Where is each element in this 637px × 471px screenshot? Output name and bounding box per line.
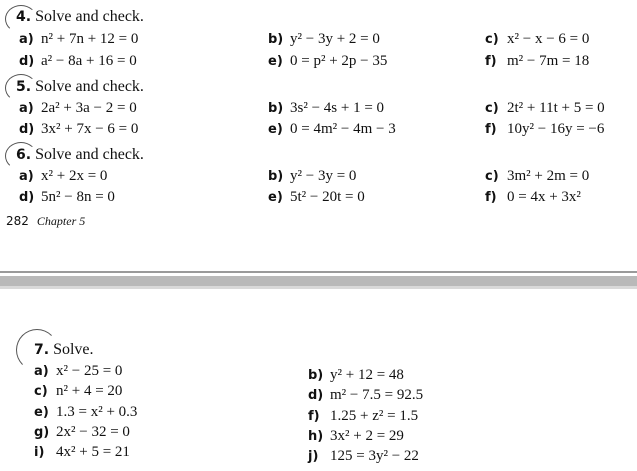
q4-item-e: e) 0 = p² + 2p − 35	[268, 53, 388, 69]
question-4-title: Solve and check.	[35, 8, 144, 25]
q6-item-a: a) x² + 2x = 0	[19, 168, 108, 184]
q7-item-e: e) 1.3 = x² + 0.3	[34, 404, 138, 420]
q5-item-b: b) 3s² − 4s + 1 = 0	[268, 100, 385, 116]
q6-item-e: e) 5t² − 20t = 0	[268, 189, 365, 205]
q7-item-f: f) 1.25 + z² = 1.5	[308, 408, 419, 424]
question-5-title: Solve and check.	[35, 78, 144, 95]
page-divider-shadow	[0, 286, 637, 289]
q5-item-e: e) 0 = 4m² − 4m − 3	[268, 121, 396, 137]
question-5-header	[16, 77, 144, 96]
question-4-number: 4.	[16, 9, 32, 25]
q4-item-c: c) x² − x − 6 = 0	[485, 31, 590, 47]
q5-item-c: c) 2t² + 11t + 5 = 0	[485, 100, 605, 116]
question-7-title: Solve.	[53, 341, 94, 358]
q6-item-d: d) 5n² − 8n = 0	[19, 189, 115, 205]
question-6-header	[16, 145, 144, 164]
q7-item-d: d) m² − 7.5 = 92.5	[308, 387, 424, 403]
q7-item-b: b) y² + 12 = 48	[308, 367, 404, 383]
q7-item-j: j) 125 = 3y² − 22	[308, 448, 419, 464]
q4-item-a: a) n² + 7n + 12 = 0	[19, 31, 139, 47]
q4-item-d: d) a² − 8a + 16 = 0	[19, 53, 137, 69]
page-footer	[6, 214, 85, 229]
question-6-number: 6.	[16, 147, 32, 163]
page-number: 282	[6, 214, 29, 228]
q4-item-f: f) m² − 7m = 18	[485, 53, 590, 69]
question-6-title: Solve and check.	[35, 146, 144, 163]
q7-item-h: h) 3x² + 2 = 29	[308, 428, 404, 444]
q5-item-a: a) 2a² + 3a − 2 = 0	[19, 100, 137, 116]
chapter-label: Chapter 5	[36, 214, 86, 228]
q7-item-g: g) 2x² − 32 = 0	[34, 424, 130, 440]
q7-item-c: c) n² + 4 = 20	[34, 383, 123, 399]
q6-item-c: c) 3m² + 2m = 0	[485, 168, 590, 184]
q7-item-i: i) 4x² + 5 = 21	[34, 444, 130, 460]
q5-item-d: d) 3x² + 7x − 6 = 0	[19, 121, 139, 137]
q6-item-b: b) y² − 3y = 0	[268, 168, 357, 184]
question-7-header	[34, 340, 94, 359]
q5-item-f: f) 10y² − 16y = −6	[485, 121, 605, 137]
question-4-header	[16, 7, 144, 26]
question-7-number: 7.	[34, 342, 50, 358]
q4-item-b: b) y² − 3y + 2 = 0	[268, 31, 380, 47]
q6-item-f: f) 0 = 4x + 3x²	[485, 189, 581, 205]
question-5-number: 5.	[16, 79, 32, 95]
q7-item-a: a) x² − 25 = 0	[34, 363, 123, 379]
page-divider-band	[0, 276, 637, 286]
page-divider-line	[0, 271, 637, 273]
